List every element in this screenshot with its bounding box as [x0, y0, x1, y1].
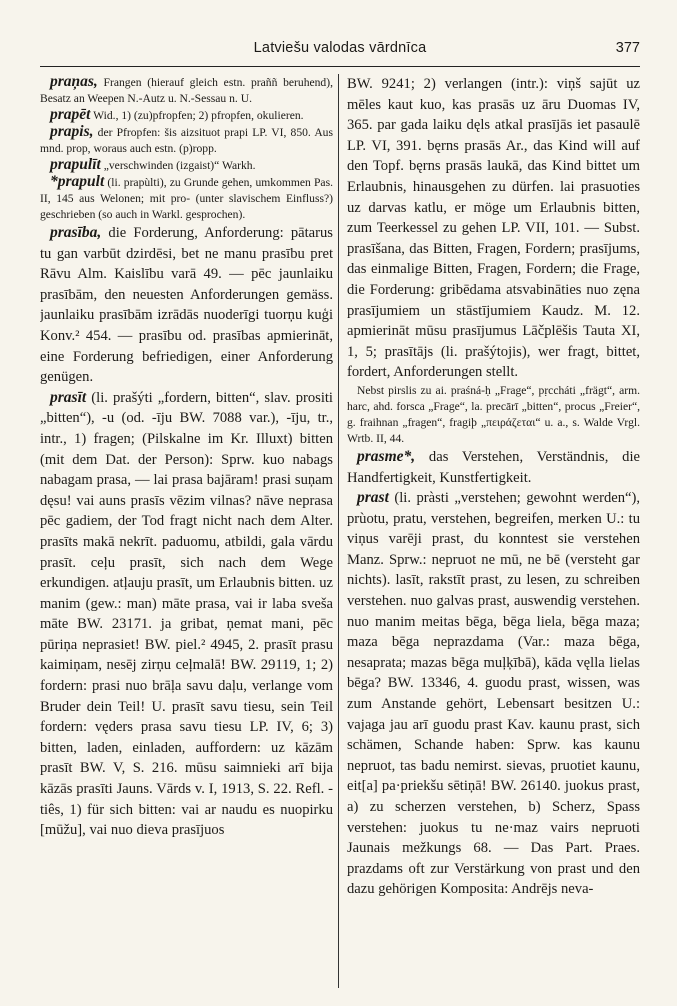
entry-text: das Verstehen, Verständnis, die Handfertigkeit, Kunstfertigkeit.: [347, 448, 640, 486]
entry-text: „verschwinden (izgaist)“ Warkh.: [103, 159, 256, 172]
headword: prapulīt: [50, 156, 101, 173]
headword: prasme*,: [357, 447, 416, 465]
headword: prast: [357, 489, 389, 507]
headword: prapēt: [50, 106, 91, 123]
entry-text: (li. pràsti „verstehen; gewohnt werden“), prùotu, pratu, verstehen, begreifen, merken U.: tu viņus varēji prast, du konntest sie verstehen Manz. Sprw.: nepruot ne mū, ne bē (versteht gar nichts). lasīt, rakstīt prast, zu lesen, zu schreiben verstehen. nuo galvas prast, auswendig verstehen. nuo manim meitas bēga, bēga liela, bēga maza; maza bēga neprazdama (Var.: maza bēga, nesaprata; mazas bēga muļķībā), kāda vęlla lielas bēga? BW. 13346, 4. guodu prast, wissen, was zum Anstande gehört, Lebensart besitzen U.: vajaga jau arī guodu prast Kav. kaunu prast, sich schämen, Schande haben: Sprw. kas kaunu nepruot, tas badu nemirst. sievas, pruotiet kaunu, eit[a] pa·priekšu sētiņā! BW. 26140. juokus prast, a) zu scherzen verstehen, b) Scherz, Spass verstehen: juokus tu ne·maz vairs nepruoti Jaunais mežkungs 68. — Das Part. Praes. prazdams oft zur Verstärkung von prast und den dazu gehörigen Komposita: Andrējs neva-: [347, 490, 640, 898]
column-divider: [338, 74, 339, 988]
left-column: [40, 74, 333, 994]
page-number: 377: [615, 40, 640, 56]
headword: *prapult: [50, 173, 105, 190]
entry-prasme: [347, 447, 640, 488]
entry-text: der Pfropfen: šis aizsituot prapi LP. VI, 850. Aus mnd. prop, woraus auch estn. (p)ropp.: [40, 126, 333, 155]
right-column: [347, 74, 640, 994]
entry-text: Nebst pirslis zu ai. praśná-ḥ „Frage“, pṛccháti „frägt“, arm. harc, ahd. forsca „Frage“, la. precārī „bitten“, procus „Freier“, g. fraihnan „fragen“, fragiþ „πειράζεται“ u. a., s. Walde Vrgl. Wrtb. II, 44.: [347, 383, 640, 445]
header-rule: [40, 66, 640, 67]
etymology-note: [347, 383, 640, 447]
entry-prasiba: [40, 223, 333, 388]
headword: prasīt: [50, 388, 87, 406]
entry-prapulit: [40, 157, 333, 174]
entry-text: (li. prapùlti), zu Grunde gehen, umkommen Pas. II, 145 aus Welonen; mit pro- (unter slavischem Einfluss?) geschrieben (so auch in Warkl. gesprochen).: [40, 176, 333, 221]
entry-prast: [347, 488, 640, 900]
entry-continuation: [347, 74, 640, 383]
entry-text: (li. prašýti „fordern, bitten“, slav. prositi „bitten“), -u (od. -īju BW. 7088 var.), -īju, tr., intr., 1) fragen; (Pilskalne im Kr. Illuxt) bitten (mit dem Dat. der Person): Sprw. kuo nabags nabagam prasa, — lai prasa bajāram! prasi suņam dęsu! vai auns prasīs vēzim vilnas? nāve neprasa pēc gadiem, der Tod fragt nicht nach dem Alter. prasīts makā nekrīt. paduomu, atbildi, gala vārdu prasīt. ceļu prasīt, sich nach dem Wege erkundigen. atļauju prasīt, um Erlaubnis bitten. uz manim (gew.: man) māte prasa, vai ir laba sveša māte BW. 23171. ja gribat, ņemat mani, pēc pūriņa neprasiet! BW. piel.² 4945, 2. prasīt prasu kaimiņam, nesēj zirņu ceļmalā! BW. 29119, 1; 2) fordern: prasi nuo brāļa savu daļu, verlange vom Bruder dein Teil! U. prasīt savu tiesu, sein Teil fordern: vęders prasa savu tiesu LP. IV, 6; 3) bitten, laden, einladen, auffordern: uz kāzām prasīt BW. V, S. 216. mūsu saimnieki arī bija kāzās prasīti Jauns. Vārds v. I, 1913, S. 22. Refl. -tiês, 1) für sich bitten: vai ar naudu es nuopirku [mūžu], vai nuo dieva prasījuos: [40, 389, 333, 839]
entry-text: BW. 9241; 2) verlangen (intr.): viņš sajūt uz mēles kaut kuo, kas prasās uz āru Duomas IV, 365. par gada laiku dęls atkal prasījās iet pasaulē LP. VI, 391. bęrns prasās Ar., das Kind will auf den Topf. bęrns prasās laukā, das Kind bittet um Erlaubnis, hinausgehen zu dürfen. lai prasuoties uz darvas katlu, er möge um Erlaubnis bitten, zum Teerkessel zu gehen LP. VII, 101. — Subst. prasīšana, das Bitten, Fragen, Fordern; prasījums, das einmalige Bitten, Fragen, Fordern; die Frage, die Forderung: gribēdama atsvabināties nuo zęna prasījumiem un stāstījumiem Kaudz. M. 12. apmierināt mūsu prasījumus Lāčplēšis Tauta XI, 1, 5; prasītājs (li. prašýtojis), wer fragt, bittet, fordert, Anforderungen stellt.: [347, 76, 640, 381]
headword: prapis,: [50, 123, 94, 140]
entry-prapet: [40, 107, 333, 124]
entry-prapult: [40, 174, 333, 223]
entry-text: Wid., 1) (zu)pfropfen; 2) pfropfen, okulieren.: [93, 109, 304, 122]
entry-prapis: [40, 124, 333, 157]
entry-prasit: [40, 388, 333, 841]
header-title: Latviešu valodas vārdnīca: [253, 40, 427, 56]
entry-text: die Forderung, Anforderung: pātarus tu gan varbūt dzirdēsi, bet ne manu prasību pret Rāvu Alm. Kaislību varā 49. — pēc jaunlaiku prasībām, den neuesten Anforderungen gemäss. jaunlaiku prasībām izrādās nuoderīgi tuorņu kuģi Konv.² 454. — prasību od. prasības apmierināt, eine Forderung befriedigen, einer Anforderung genügen.: [40, 225, 333, 386]
entry-prannas: [40, 74, 333, 107]
headword: praņas,: [50, 74, 98, 90]
headword: prasība,: [50, 224, 102, 241]
running-header: [40, 40, 640, 62]
entry-text: Frangen (hierauf gleich estn. praññ beruhend), Besatz an Weepen N.-Autz u. N.-Sessau n. U.: [40, 76, 333, 105]
